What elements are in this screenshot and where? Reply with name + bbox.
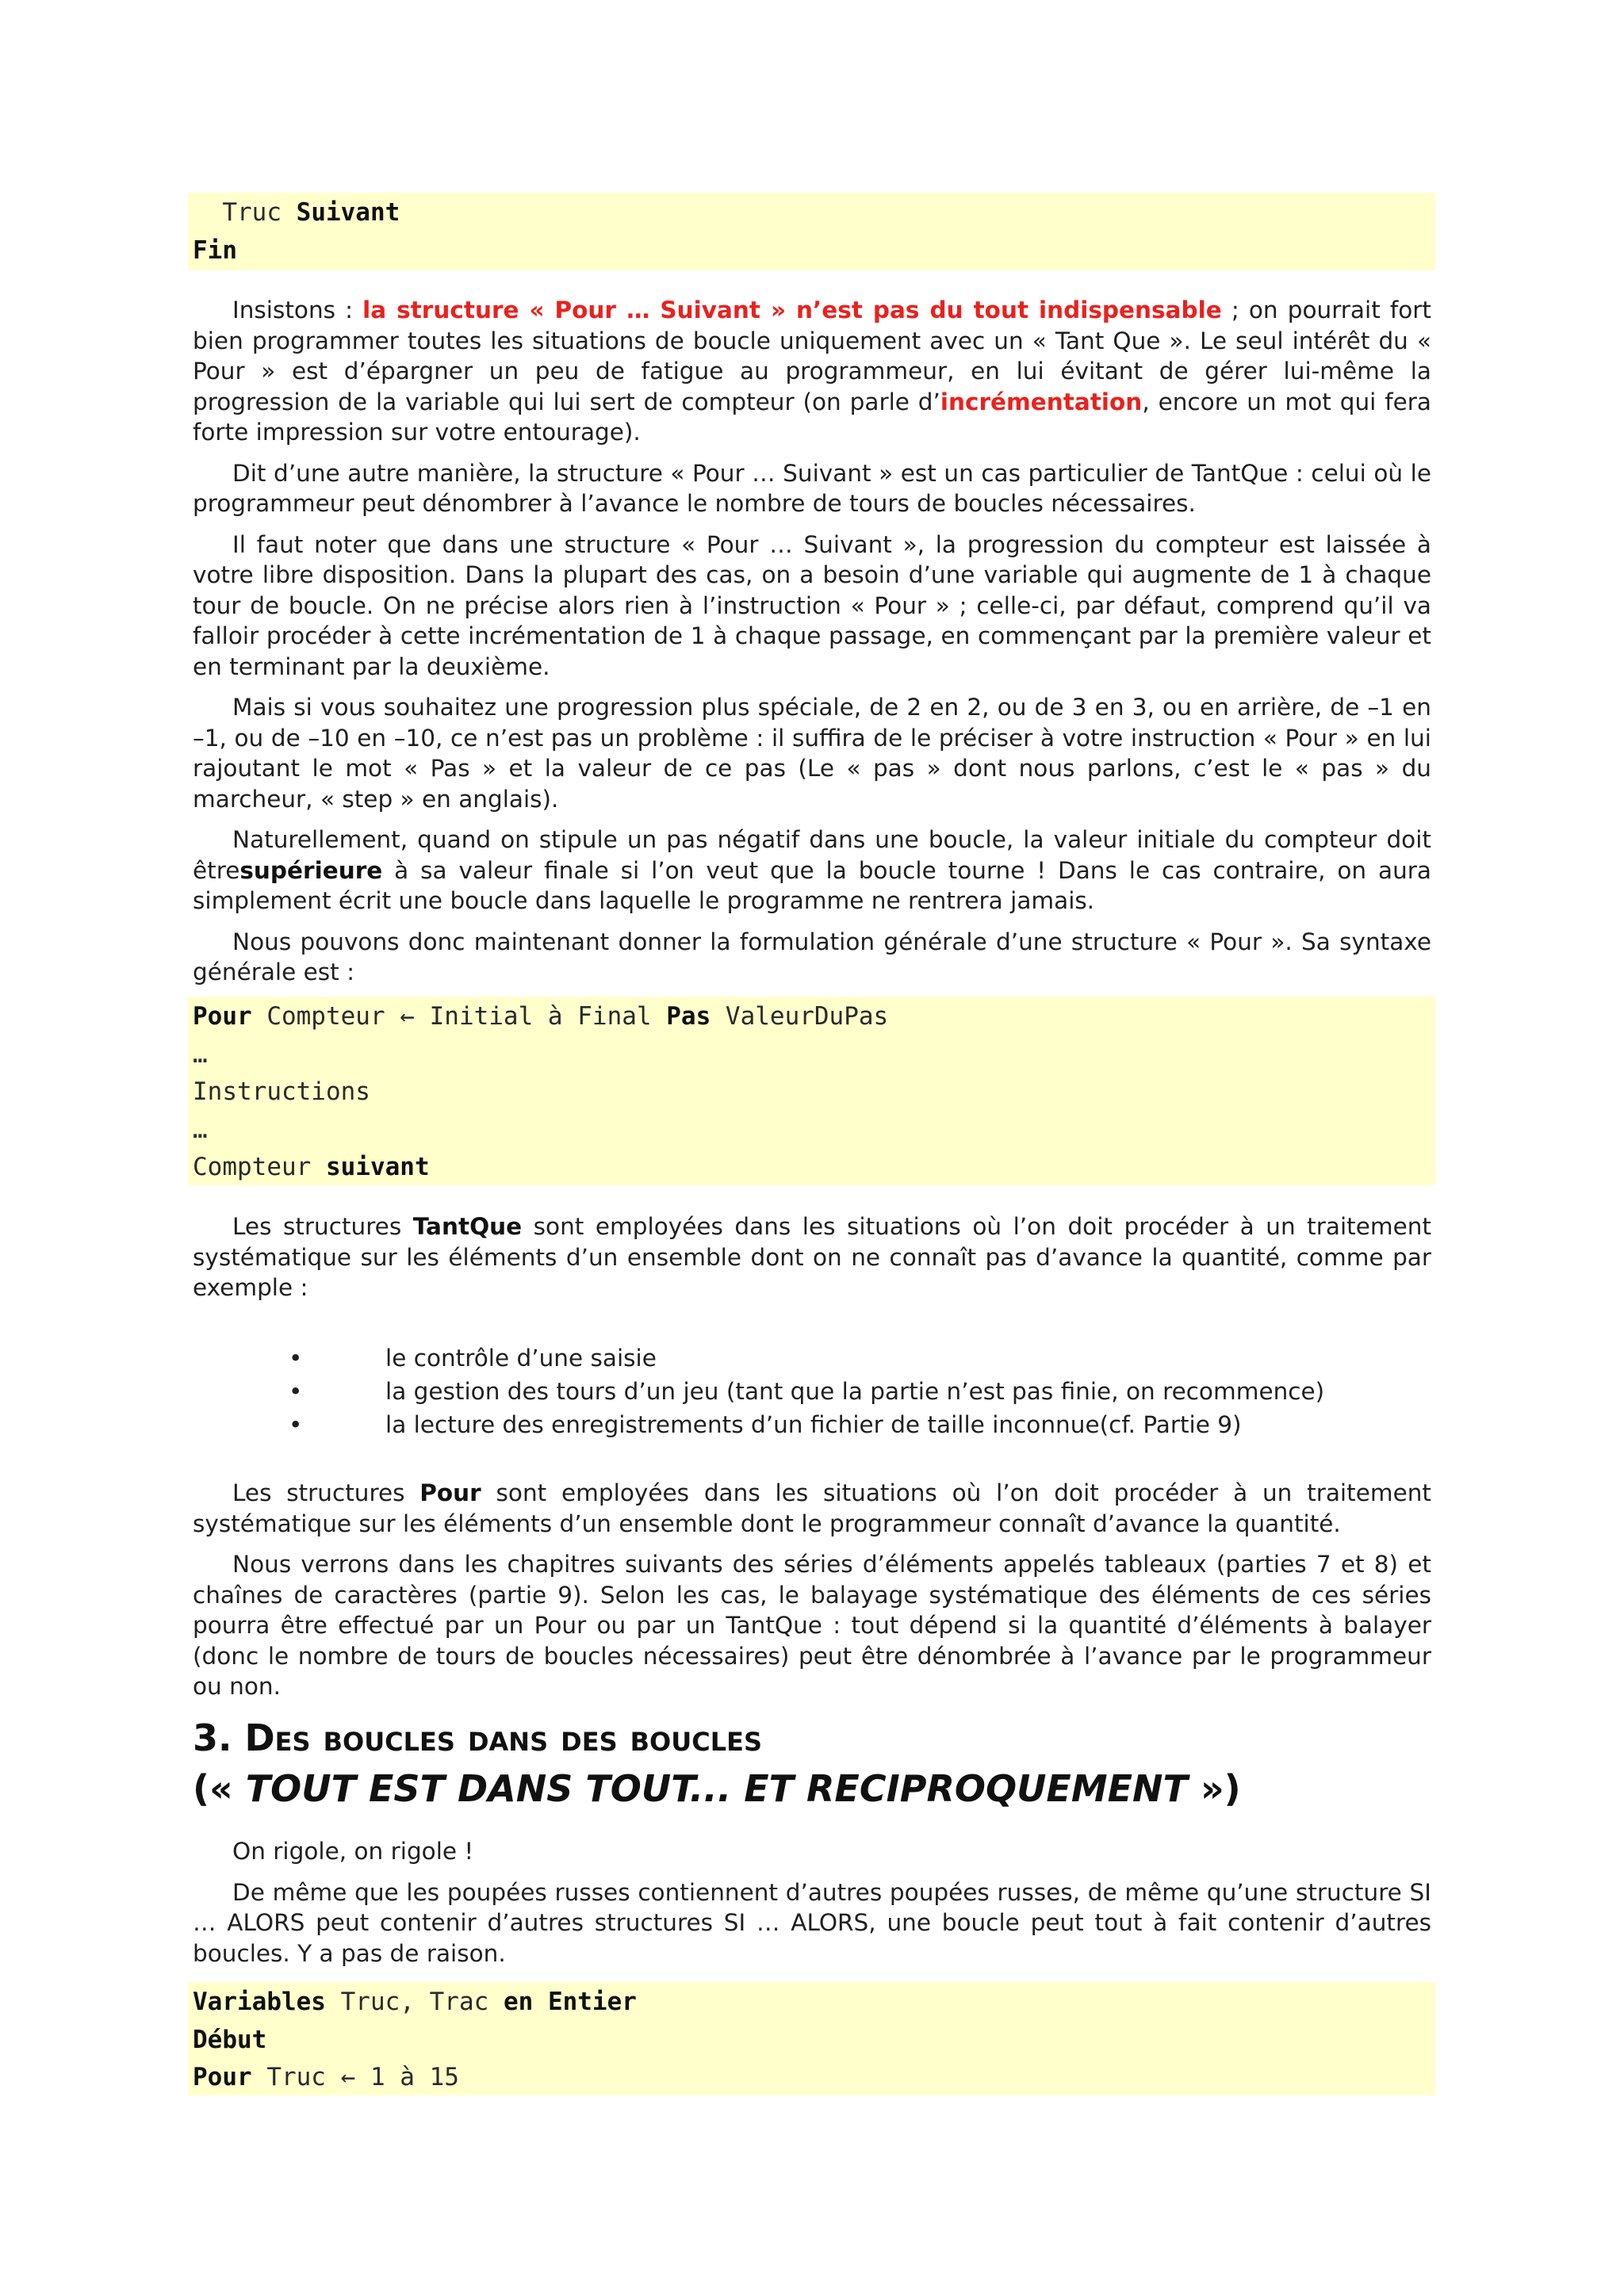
code-line: … xyxy=(193,1039,208,1069)
paragraph: Mais si vous souhaitez une progression plus spéciale, de 2 en 2, ou de 3 en 3, ou en arrière, de –1 en –1, ou de –10 en –10, ce n’est pas un problème : il suffira de le préciser à votre instruction « Pour » en lui rajoutant le mot « Pas » et la valeur de ce pas (Le « pas » dont nous parlons, c’est le « pas » du marcheur, « step » en anglais). xyxy=(193,694,1431,813)
code-keyword: en Entier xyxy=(503,1988,637,2016)
list-item xyxy=(193,1375,1431,1408)
section-heading xyxy=(193,1712,1431,1814)
heading-text: ») xyxy=(1187,1767,1241,1810)
code-text: Compteur ← Initial à Final xyxy=(251,1002,667,1031)
heading-subtitle: TOUT EST DANS TOUT... ET RECIPROQUEMENT xyxy=(245,1767,1188,1810)
paragraph xyxy=(193,1211,1431,1303)
code-text: Truc ← 1 à 15 xyxy=(251,2063,459,2091)
bullet-icon: • xyxy=(289,1411,303,1438)
list-item-text: la lecture des enregistrements d’un fichier de taille inconnue(cf. Partie 9) xyxy=(385,1411,1242,1438)
highlight-text: incrémentation xyxy=(940,388,1143,415)
bold-text: supérieure xyxy=(239,856,383,884)
heading-line-1 xyxy=(193,1712,1431,1763)
text-section-4 xyxy=(193,1836,1431,1979)
bullet-list xyxy=(193,1341,1431,1441)
paragraph: De même que les poupées russes contiennent d’autres poupées russes, de même qu’une structure SI … ALORS peut contenir d’autres structures SI … ALORS, une boucle peut tout à fait contenir d’autres boucles. Y a pas de raison. xyxy=(193,1878,1431,1967)
text: Les structures xyxy=(232,1213,413,1240)
text: , encore un mot qui fera forte impression sur votre entourage). xyxy=(193,388,1431,446)
heading-number: 3. xyxy=(193,1716,245,1759)
code-keyword: Variables xyxy=(193,1988,326,2016)
list-item-text: la gestion des tours d’un jeu (tant que la partie n’est pas finie, on recommence) xyxy=(385,1378,1325,1405)
text: sont employées dans les situations où l’on doit procéder à un traitement systématique sur les éléments d’un ensemble dont le programmeur connaît d’avance la quantité. xyxy=(193,1479,1431,1537)
heading-title: Des boucles dans des boucles xyxy=(244,1716,762,1759)
paragraph xyxy=(193,1478,1431,1539)
code-keyword: Fin xyxy=(193,235,237,265)
text-section-3 xyxy=(193,1478,1431,1712)
code-block-3 xyxy=(188,1982,1435,2095)
code-line: Instructions xyxy=(193,1077,370,1106)
code-text: Truc xyxy=(193,198,297,227)
code-line xyxy=(193,1984,1435,2022)
paragraph: Nous pouvons donc maintenant donner la formulation générale d’une structure « Pour ». Sa syntaxe générale est : xyxy=(193,928,1431,985)
text-section-1 xyxy=(193,295,1431,998)
code-line xyxy=(193,1149,1435,1187)
bullet-icon: • xyxy=(289,1345,303,1372)
code-keyword: Début xyxy=(193,2025,267,2054)
bold-text: TantQue xyxy=(412,1213,523,1240)
text: sont employées dans les situations où l’on doit procéder à un traitement systématique sur les éléments d’un ensemble dont on ne connaît pas d’avance la quantité, comme par exemple : xyxy=(193,1213,1432,1301)
paragraph xyxy=(193,295,1431,448)
text: Insistons : xyxy=(232,297,363,323)
code-text: Compteur xyxy=(193,1153,326,1181)
code-text: Truc, Trac xyxy=(325,1988,504,2016)
code-line xyxy=(193,2022,1435,2060)
code-line: … xyxy=(193,1115,208,1144)
bold-text: Pour xyxy=(419,1479,481,1506)
list-item-text: le contrôle d’une saisie xyxy=(385,1345,657,1372)
bullet-icon: • xyxy=(289,1378,303,1405)
text-section-2 xyxy=(193,1211,1431,1314)
code-line xyxy=(193,998,1435,1036)
code-keyword: Suivant xyxy=(296,198,400,227)
list-item xyxy=(193,1341,1431,1375)
code-line xyxy=(193,194,1435,232)
code-keyword: Pour xyxy=(193,2063,252,2091)
code-keyword: Pas xyxy=(666,1002,711,1031)
code-block-1 xyxy=(188,193,1435,270)
paragraph xyxy=(193,825,1431,916)
highlight-text: la structure « Pour … Suivant » n’est pas du tout indispensable xyxy=(362,297,1222,323)
text: à sa valeur finale si l’on veut que la boucle tourne ! Dans le cas contraire, on aura simplement écrit une boucle dans laquelle le programme ne rentrera jamais. xyxy=(193,856,1431,914)
code-line xyxy=(193,232,1435,270)
paragraph: Dit d’une autre manière, la structure « Pour … Suivant » est un cas particulier de TantQue : celui où le programmeur peut dénombrer à l’avance le nombre de tours de boucles nécessaires. xyxy=(193,459,1431,517)
paragraph: On rigole, on rigole ! xyxy=(232,1838,474,1865)
code-line xyxy=(193,2059,1435,2097)
heading-text: (« xyxy=(193,1767,246,1810)
heading-line-2 xyxy=(193,1763,1431,1814)
paragraph: Nous verrons dans les chapitres suivants des séries d’éléments appelés tableaux (parties 7 et 8) et chaînes de caractères (partie 9). Selon les cas, le balayage systématique des éléments de ces séries pourra être effectué par un Pour ou par un TantQue : tout dépend si la quantité d’éléments à balayer (donc le nombre de tours de boucles nécessaires) peut être dénombrée à l’avance par le programmeur ou non. xyxy=(193,1551,1431,1700)
code-text: ValeurDuPas xyxy=(710,1002,889,1031)
code-keyword: suivant xyxy=(325,1153,430,1181)
text: ; on pourrait fort bien programmer toutes les situations de boucle uniquement avec un « Tant Que ». Le seul intérêt du « Pour » est d’épargner un peu de fatigue au programmeur, en lui évitant de gérer lui-même la progression de la variable qui lui sert de compteur (on parle d’ xyxy=(193,297,1431,415)
list-item xyxy=(193,1408,1431,1441)
code-keyword: Pour xyxy=(193,1002,252,1031)
paragraph: Il faut noter que dans une structure « Pour … Suivant », la progression du compteur est laissée à votre libre disposition. Dans la plupart des cas, on a besoin d’une variable qui augmente de 1 à chaque tour de boucle. On ne précise alors rien à l’instruction « Pour » ; celle-ci, par défaut, comprend qu’il va falloir procéder à cette incrémentation de 1 à chaque passage, en commençant par la première valeur et en terminant par la deuxième. xyxy=(193,530,1431,680)
code-block-2 xyxy=(188,997,1435,1185)
text: Naturellement, quand on stipule un pas négatif dans une boucle, la valeur initiale du compteur doit être xyxy=(193,826,1431,884)
text: Les structures xyxy=(232,1479,420,1506)
